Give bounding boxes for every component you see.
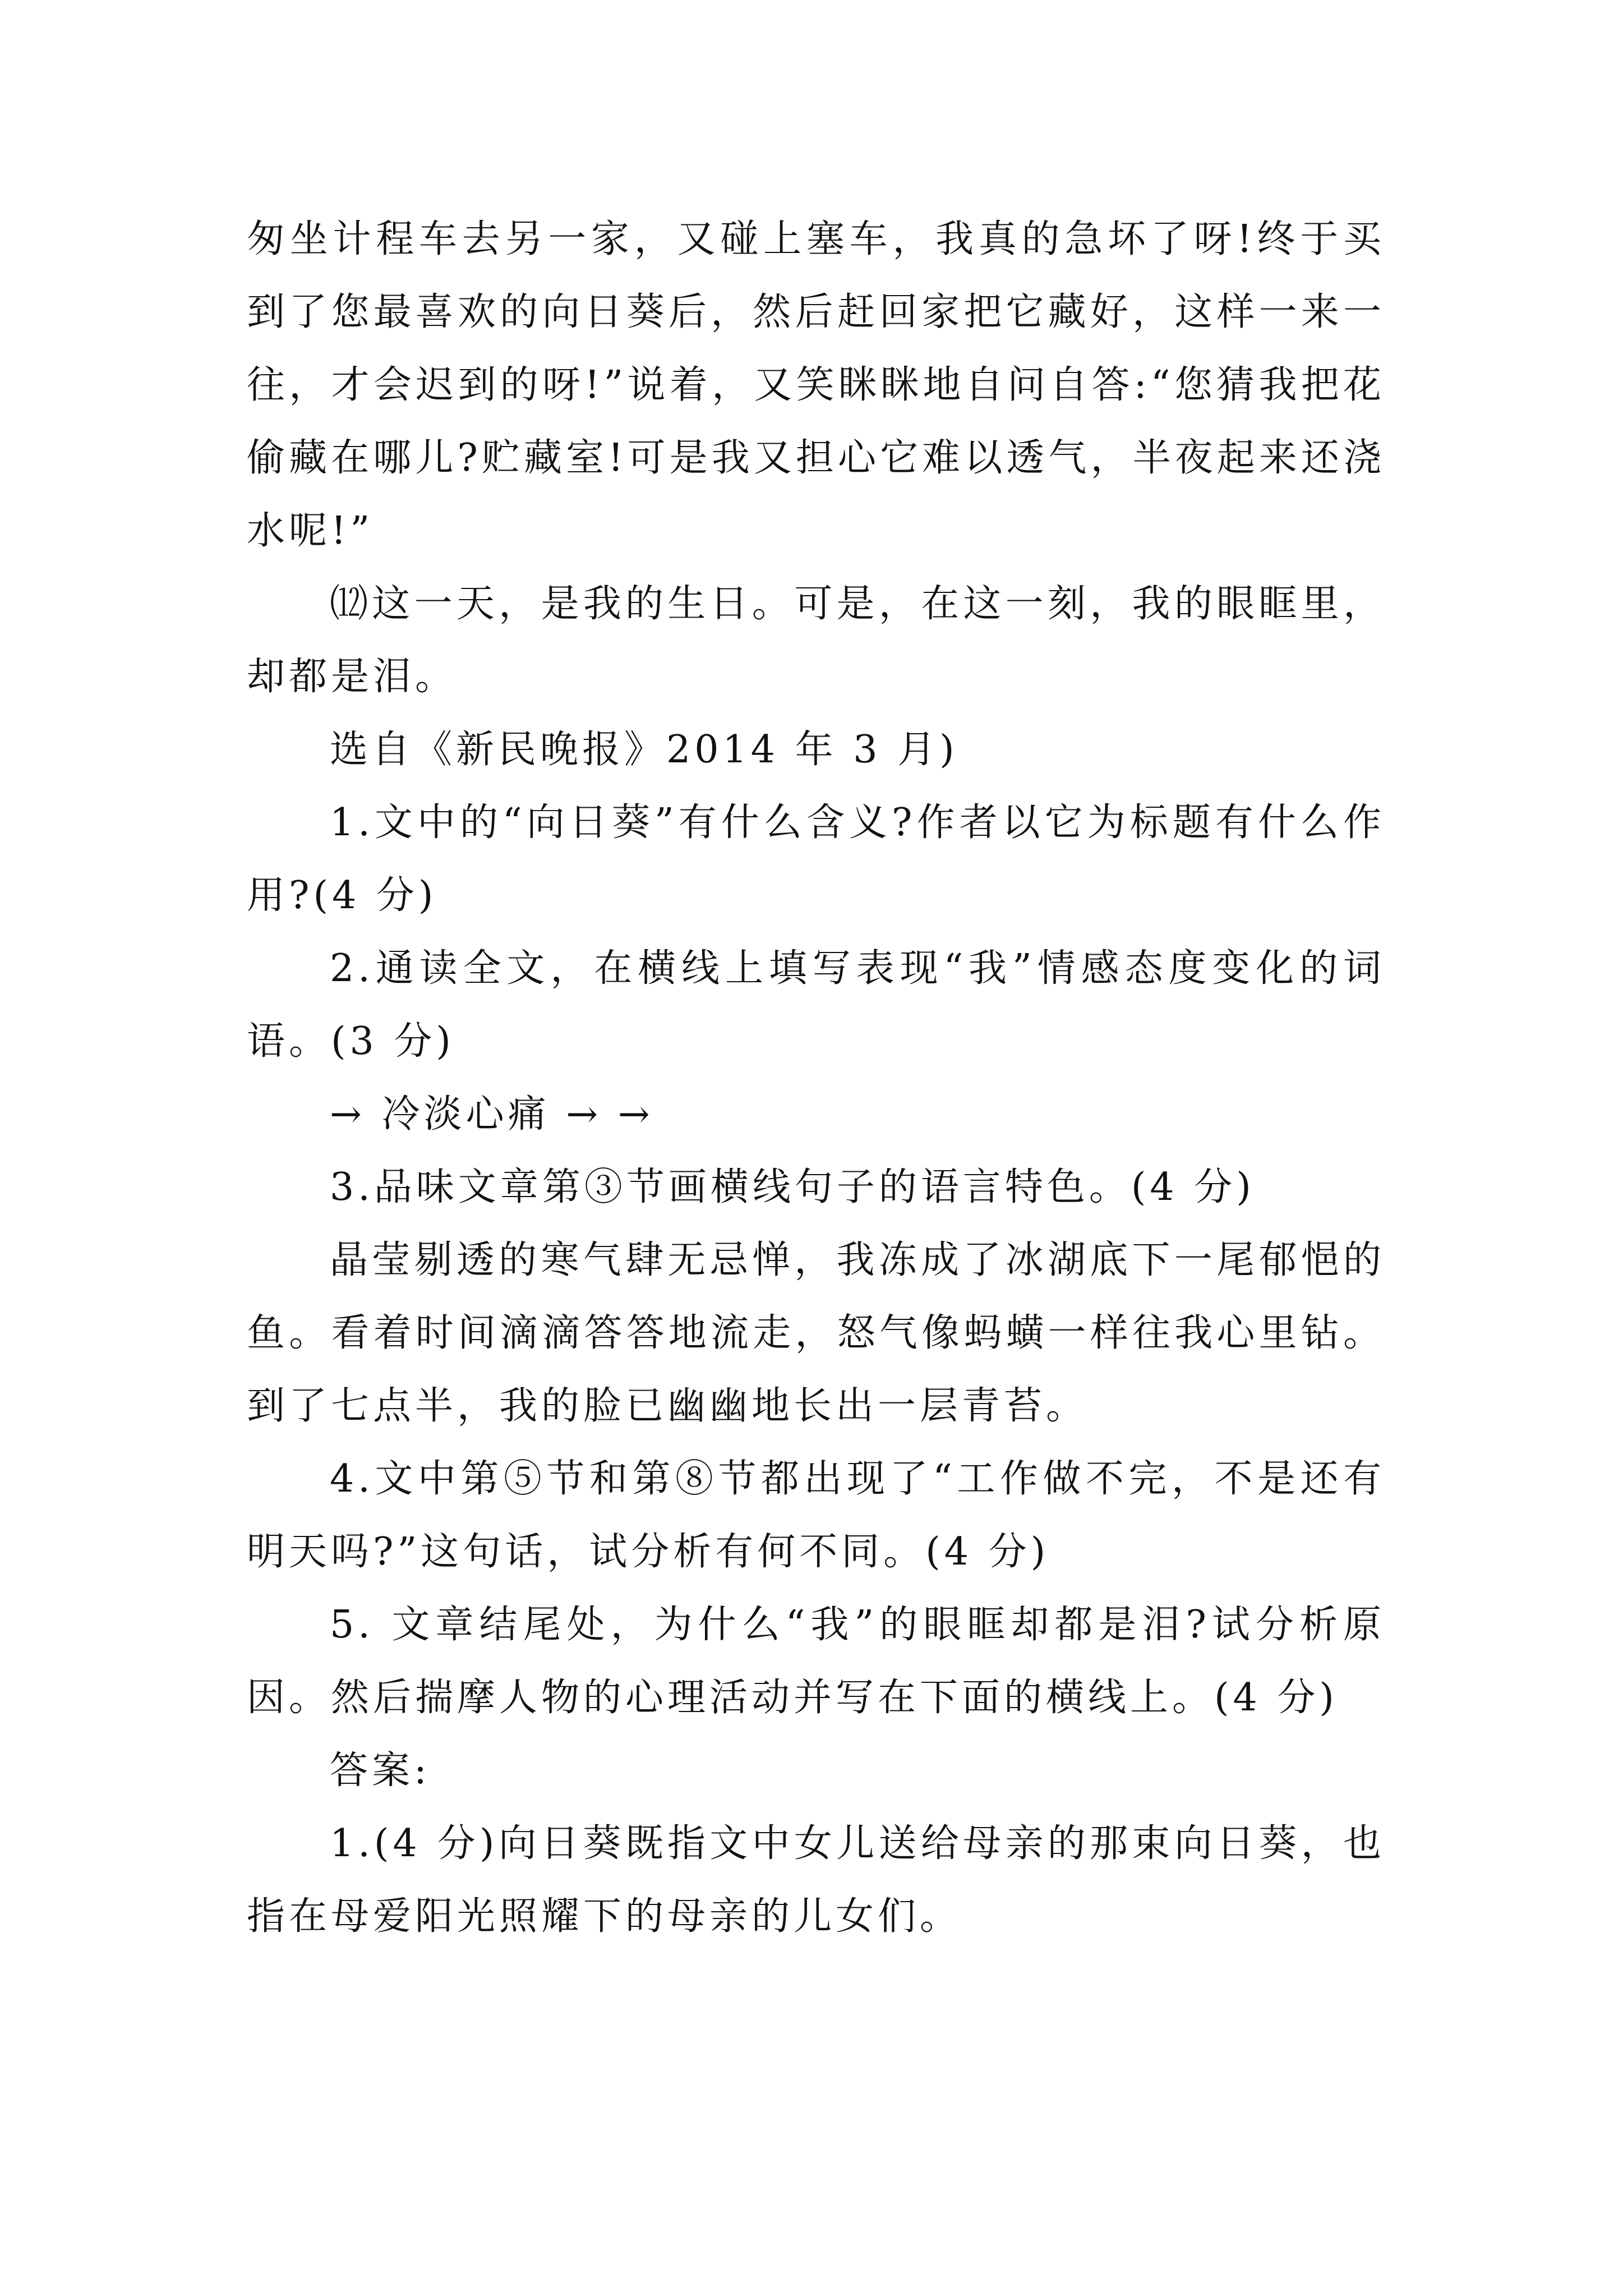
question-4: 4.文中第⑤节和第⑧节都出现了“工作做不完，不是还有明天吗?”这句话，试分析有何不同。(4 分) xyxy=(247,1457,1385,1574)
paragraph-story-continuation: 匆坐计程车去另一家，又碰上塞车，我真的急坏了呀!终于买到了您最喜欢的向日葵后，然后赶回家把它藏好，这样一来一往，才会迟到的呀!”说着，又笑眯眯地自问自答:“您猜我把花偷藏在哪儿?贮藏室!可是我又担心它难以透气，半夜起来还浇水呢!” xyxy=(247,217,1385,553)
answer-heading: 答案: xyxy=(330,1749,431,1793)
question-3-quoted-passage: 晶莹剔透的寒气肆无忌惮，我冻成了冰湖底下一尾郁悒的鱼。看着时间滴滴答答地流走，怒气像蚂蟥一样往我心里钻。到了七点半，我的脸已幽幽地长出一层青苔。 xyxy=(247,1238,1385,1428)
question-2-blank-line: → 冷淡心痛 → → xyxy=(330,1092,654,1137)
question-2: 2.通读全文，在横线上填写表现“我”情感态度变化的词语。(3 分) xyxy=(247,946,1385,1064)
question-5: 5. 文章结尾处，为什么“我”的眼眶却都是泪?试分析原因。然后揣摩人物的心理活动并写在下面的横线上。(4 分) xyxy=(247,1603,1385,1720)
question-1: 1.文中的“向日葵”有什么含义?作者以它为标题有什么作用?(4 分) xyxy=(247,800,1385,918)
question-3: 3.品味文章第③节画横线句子的语言特色。(4 分) xyxy=(330,1165,1255,1209)
paragraph-12-birthday: ⑿这一天，是我的生日。可是，在这一刻，我的眼眶里，却都是泪。 xyxy=(247,582,1385,699)
answer-1: 1.(4 分)向日葵既指文中女儿送给母亲的那束向日葵，也指在母爱阳光照耀下的母亲的儿女们。 xyxy=(247,1821,1385,1939)
source-citation: 选自《新民晚报》2014 年 3 月) xyxy=(330,728,958,772)
document-body xyxy=(247,203,1385,1953)
